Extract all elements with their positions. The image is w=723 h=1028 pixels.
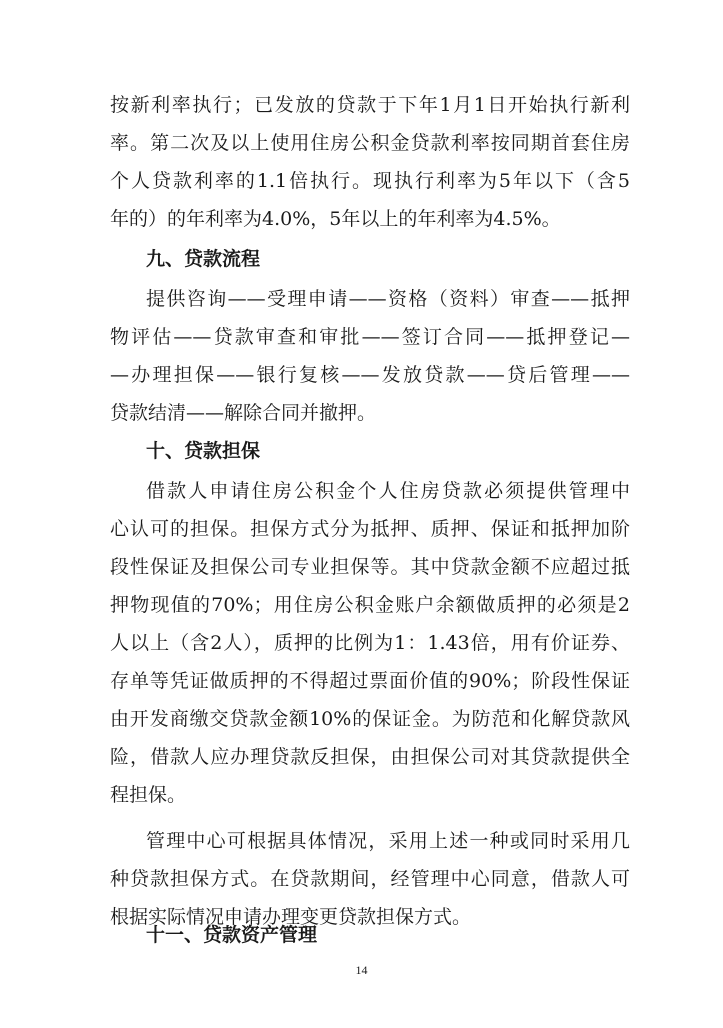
text-line: 心认可的担保。担保方式分为抵押、质押、保证和抵押加阶	[110, 518, 630, 540]
text-line: 根据实际情况申请办理变更贷款担保方式。	[110, 906, 472, 928]
text-line: 险，借款人应办理贷款反担保，由担保公司对其贷款提供全	[110, 746, 630, 768]
text-line: 由开发商缴交贷款金额10%的保证金。为防范和化解贷款风	[110, 708, 630, 730]
text-line: 年的）的年利率为4.0%，5年以上的年利率为4.5%。	[110, 208, 561, 230]
text-line: 段性保证及担保公司专业担保等。其中贷款金额不应超过抵	[110, 556, 630, 578]
text-line: 按新利率执行；已发放的贷款于下年1月1日开始执行新利	[110, 94, 630, 116]
section-heading-loan-asset-management: 十一、贷款资产管理	[146, 924, 318, 946]
text-line: 物评估——贷款审查和审批——签订合同——抵押登记—	[110, 326, 630, 348]
text-line: 种贷款担保方式。在贷款期间，经管理中心同意，借款人可	[110, 868, 630, 890]
page-number: 14	[355, 963, 368, 977]
text-line: 押物现值的70%；用住房公积金账户余额做质押的必须是2	[110, 594, 630, 616]
text-line: 个人贷款利率的1.1倍执行。现执行利率为5年以下（含5	[110, 170, 630, 192]
text-line: 人以上（含2人），质押的比例为1：1.43倍，用有价证券、	[110, 632, 630, 654]
text-line: 率。第二次及以上使用住房公积金贷款利率按同期首套住房	[110, 132, 630, 154]
text-line: 贷款结清——解除合同并撤押。	[110, 402, 377, 424]
section-heading-loan-process: 九、贷款流程	[146, 248, 261, 270]
text-line: 管理中心可根据具体情况，采用上述一种或同时采用几	[146, 830, 630, 852]
text-line: 提供咨询——受理申请——资格（资料）审查——抵押	[146, 288, 630, 310]
section-heading-loan-guarantee: 十、贷款担保	[146, 440, 261, 462]
text-line: 借款人申请住房公积金个人住房贷款必须提供管理中	[146, 480, 630, 502]
text-line: —办理担保——银行复核——发放贷款——贷后管理——	[110, 364, 630, 386]
text-line: 存单等凭证做质押的不得超过票面价值的90%；阶段性保证	[110, 670, 630, 692]
text-line: 程担保。	[110, 784, 187, 806]
